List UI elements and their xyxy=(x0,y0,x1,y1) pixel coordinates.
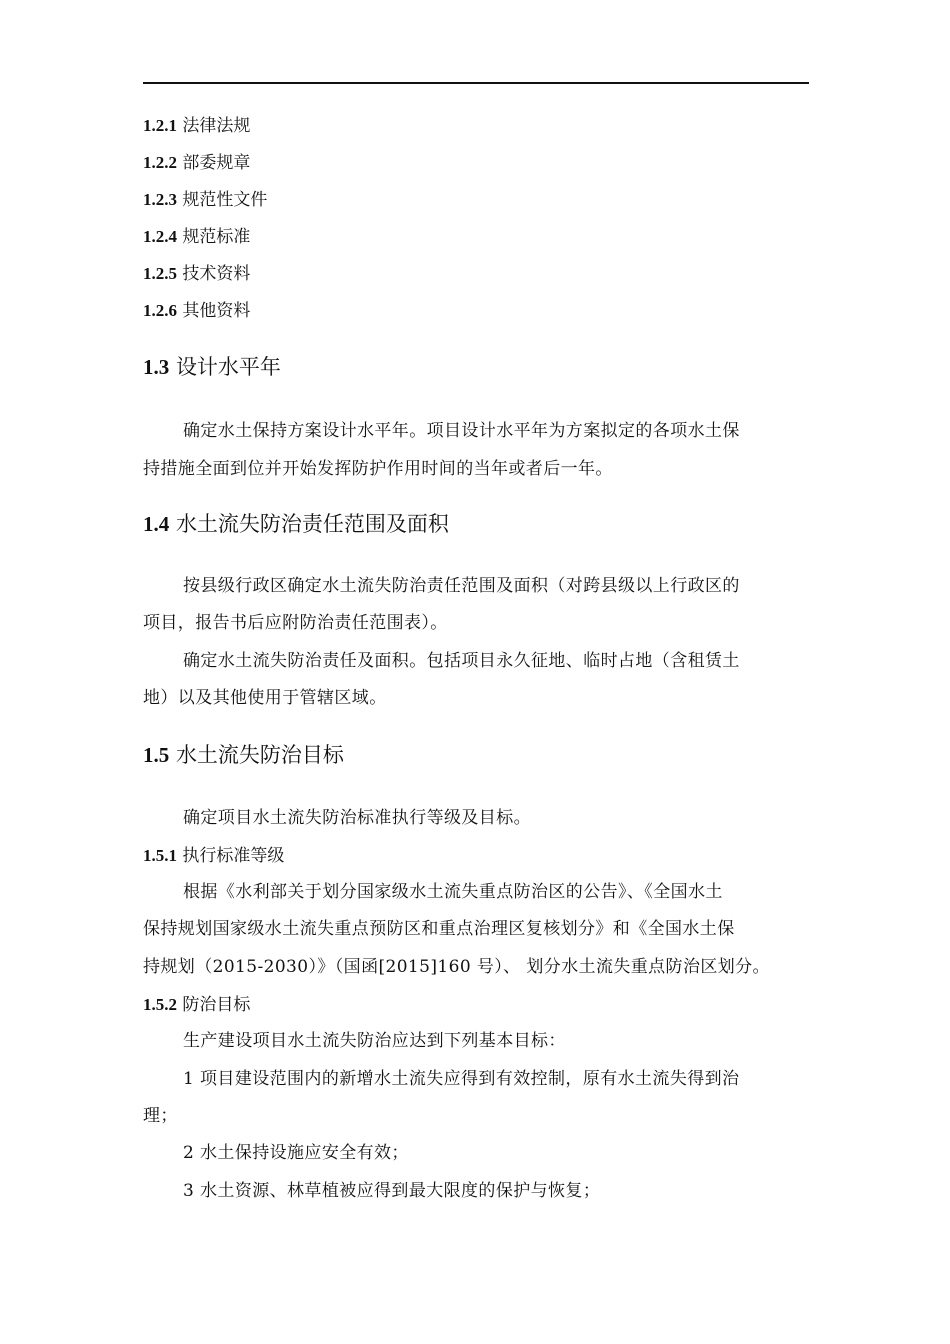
section-title: 设计水平年 xyxy=(175,355,281,379)
subsection-title: 规范标准 xyxy=(182,227,251,247)
subsection-heading xyxy=(143,265,250,283)
subsection-title: 部委规章 xyxy=(182,153,251,173)
paragraph-line: 理； xyxy=(143,1106,178,1126)
header-rule xyxy=(143,82,809,84)
section-heading xyxy=(143,357,281,378)
subsection-heading xyxy=(143,117,250,135)
paragraph-line: 确定项目水土流失防治标准执行等级及目标。 xyxy=(183,808,531,828)
paragraph-line: 持规划（2015-2030）》（国函[2015]160 号）、 划分水土流失重点防治区划分。 xyxy=(143,957,770,977)
subsection-heading xyxy=(143,847,284,865)
subsection-heading xyxy=(143,191,267,209)
section-number: 1.5 xyxy=(143,743,170,767)
section-title: 水土流失防治责任范围及面积 xyxy=(175,512,449,536)
paragraph-line: 根据《水利部关于划分国家级水土流失重点防治区的公告》、《全国水土 xyxy=(183,882,723,902)
paragraph-line: 地）以及其他使用于管辖区域。 xyxy=(143,688,387,708)
subsection-number: 1.5.1 xyxy=(143,846,177,865)
paragraph-line: 2 水土保持设施应安全有效； xyxy=(183,1143,409,1163)
subsection-heading xyxy=(143,228,250,246)
subsection-title: 规范性文件 xyxy=(182,190,268,210)
paragraph-line: 保持规划国家级水土流失重点预防区和重点治理区复核划分》和《全国水土保 xyxy=(143,919,735,939)
paragraph-line: 持措施全面到位并开始发挥防护作用时间的当年或者后一年。 xyxy=(143,459,613,479)
section-number: 1.4 xyxy=(143,512,170,536)
paragraph-line: 3 水土资源、林草植被应得到最大限度的保护与恢复； xyxy=(183,1181,601,1201)
section-heading xyxy=(143,514,449,535)
subsection-title: 防治目标 xyxy=(182,995,251,1015)
subsection-number: 1.2.1 xyxy=(143,116,177,135)
subsection-title: 法律法规 xyxy=(182,116,251,136)
section-title: 水土流失防治目标 xyxy=(175,743,344,767)
subsection-number: 1.2.5 xyxy=(143,264,177,283)
section-heading xyxy=(143,745,344,766)
subsection-heading xyxy=(143,154,250,172)
paragraph-line: 按县级行政区确定水土流失防治责任范围及面积（对跨县级以上行政区的 xyxy=(183,576,740,596)
subsection-heading xyxy=(143,996,250,1014)
subsection-heading xyxy=(143,302,250,320)
subsection-number: 1.5.2 xyxy=(143,995,177,1014)
subsection-title: 技术资料 xyxy=(182,264,251,284)
subsection-number: 1.2.6 xyxy=(143,301,177,320)
paragraph-line: 生产建设项目水土流失防治应达到下列基本目标： xyxy=(183,1031,566,1051)
subsection-title: 执行标准等级 xyxy=(182,846,285,866)
paragraph-line: 确定水土保持方案设计水平年。项目设计水平年为方案拟定的各项水土保 xyxy=(183,421,740,441)
subsection-number: 1.2.4 xyxy=(143,227,177,246)
paragraph-line: 确定水土流失防治责任及面积。包括项目永久征地、临时占地（含租赁土 xyxy=(183,651,740,671)
subsection-number: 1.2.2 xyxy=(143,153,177,172)
section-number: 1.3 xyxy=(143,355,170,379)
subsection-number: 1.2.3 xyxy=(143,190,177,209)
paragraph-line: 项目，报告书后应附防治责任范围表）。 xyxy=(143,613,448,633)
paragraph-line: 1 项目建设范围内的新增水土流失应得到有效控制，原有水土流失得到治 xyxy=(183,1069,740,1089)
subsection-title: 其他资料 xyxy=(182,301,251,321)
